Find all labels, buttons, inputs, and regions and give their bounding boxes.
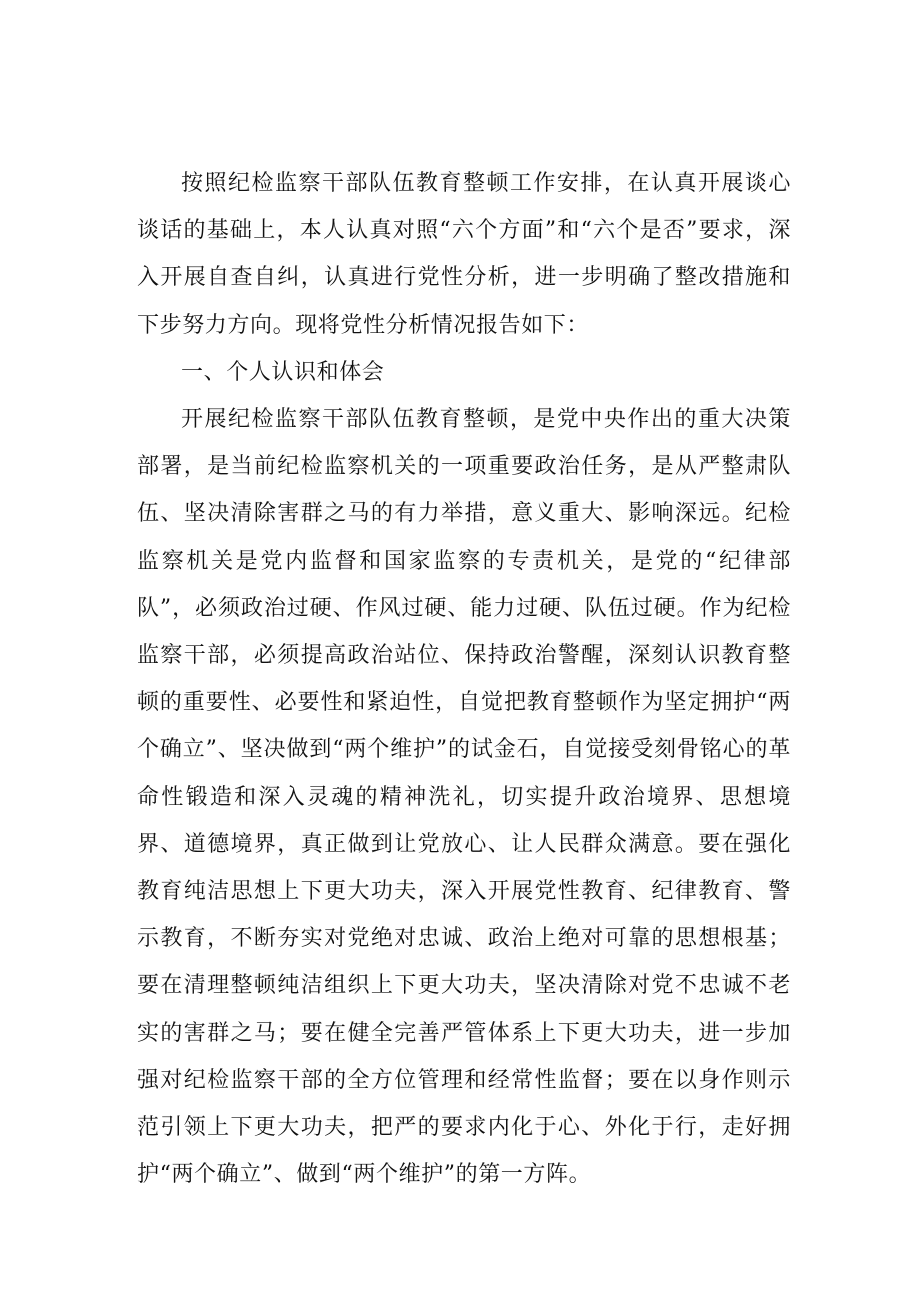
section-heading: 一、个人认识和体会 <box>181 359 385 385</box>
body-paragraph: 开展纪检监察干部队伍教育整顿，是党中央作出的重大决策部署，是当前纪检监察机关的一项重要政治任务，是从严整肃队伍、坚决清除害群之马的有力举措，意义重大、影响深远。纪检监察机关是党内监督和国家监察的专责机关，是党的“纪律部队”，必须政治过硬、作风过硬、能力过硬、队伍过硬。作为纪检监察干部，必须提高政治站位、保持政治警醒，深刻认识教育整顿的重要性、必要性和紧迫性，自觉把教育整顿作为坚定拥护“两个确立”、坚决做到“两个维护”的试金石，自觉接受刻骨铭心的革命性锻造和深入灵魂的精神洗礼，切实提升政治境界、思想境界、道德境界，真正做到让党放心、让人民群众满意。要在强化教育纯洁思想上下更大功夫，深入开展党性教育、纪律教育、警示教育，不断夯实对党绝对忠诚、政治上绝对可靠的思想根基；要在清理整顿纯洁组织上下更大功夫，坚决清除对党不忠诚不老实的害群之马；要在健全完善严管体系上下更大功夫，进一步加强对纪检监察干部的全方位管理和经常性监督；要在以身作则示范引领上下更大功夫，把严的要求内化于心、外化于行，走好拥护“两个确立”、做到“两个维护”的第一方阵。 <box>137 407 791 1188</box>
intro-paragraph: 按照纪检监察干部队伍教育整顿工作安排，在认真开展谈心谈话的基础上，本人认真对照“六个方面”和“六个是否”要求，深入开展自查自纠，认真进行党性分析，进一步明确了整改措施和下步努力方向。现将党性分析情况报告如下： <box>137 171 791 338</box>
document-body <box>137 160 791 1198</box>
